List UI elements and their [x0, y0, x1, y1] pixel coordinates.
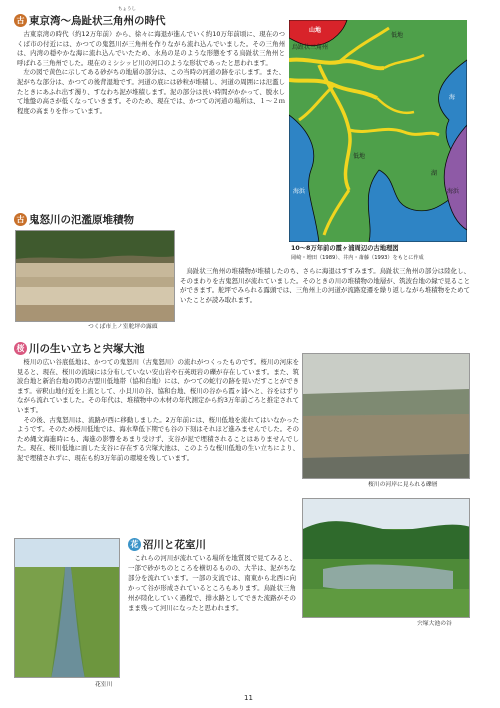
- gravel-layer-photo-svg: [303, 354, 470, 479]
- outcrop-photo: [15, 230, 175, 322]
- map-label-lowland-top: 低地: [391, 32, 404, 39]
- gravel-layer-photo: [302, 353, 470, 479]
- section2-body: 烏趾状三角州の堆積物が堆積したのち、さらに海退はすすみます。烏趾状三角州の部分は陸化し、そのまわりを古鬼怒川が流れていました。そのときの川の堆積物の地層が、筑波台地の縁で見ることができます。舵坪でみられる露頭では、三角州上の河道が流路変遷を繰り返しながら堆積物をためていたことが読み取れます。: [180, 267, 470, 304]
- outcrop-photo-svg: [16, 231, 175, 322]
- map-label-birdfoot: 烏趾状三角州: [292, 44, 329, 51]
- section1-body: 古東京湾の時代（約12万年前）から、徐々に海退が進んでいく約10万年前頃に、現在のつくば市の付近には、かつての鬼怒川が三角州を作りながら流れ込んでいました。その三角州は、内湾の穏やかな海に流れ込んでいたため、水鳥の足のような形態をする烏趾状三角州と呼ばれる三角州でした。現在のミシシッピ川の河口のような形状であったと思われます。 左の図で黄色に示してある砂がちの地層の部分は、この当時の河道の跡を示します。また、泥がちな部分は、かつての後背湿地です。河道の底には砂粒が堆積し、河道の周囲には氾濫したときにあふれ出す濁り、すなわち泥が堆積します。泥の部分は長い時間がかかって、脱水して地盤の高さが低くなっていきます。そのため、現在では、かつての河道の場所は、１～２ｍ程度の高まりを作っています。: [17, 30, 285, 115]
- gravel-layer-caption: 桜川の河岸に見られる礫層: [368, 482, 438, 488]
- outcrop-photo-caption: つくば市上ノ室舵坪の露頭: [88, 324, 158, 330]
- shishitsuka-pond-caption: 宍塚大池の谷: [417, 621, 452, 627]
- map-label-mountain: 山地: [309, 27, 322, 34]
- map-svg: [289, 20, 467, 242]
- map-label-beach-right: 海浜: [447, 188, 460, 195]
- map-caption-title: 10～8万年前の霞ヶ浦周辺の古地理図: [291, 245, 399, 252]
- page-number: 11: [244, 694, 253, 702]
- section4-heading: [128, 537, 206, 552]
- map-label-beach-left: 海浜: [293, 188, 306, 195]
- section2-heading: [14, 212, 134, 227]
- section3-title: 川の生い立ちと宍塚大池: [29, 343, 145, 355]
- section1-heading: [14, 13, 166, 28]
- section1-ruby: ちょうし: [118, 7, 136, 12]
- shishitsuka-pond-photo-svg: [303, 499, 470, 618]
- section4-title: 沼川と花室川: [143, 539, 206, 551]
- section4-body: これらの河川が流れている場所を地質図で見てみると、一部で砂がちのところを横切るものの、大半は、泥がちな部分を流れています。一部の支流では、南東から北西に向かって谷が形成されているところもあります。烏趾状三角州が陸化していく過程で、排水路としてできた流路がそのまま残って河川になったと思われます。: [128, 554, 296, 612]
- shishitsuka-pond-photo: [302, 498, 470, 618]
- hanamuro-river-photo-svg: [15, 539, 120, 678]
- section3-badge: 桜: [14, 342, 27, 355]
- map-caption-source: 岡崎・増田（1989）、井内・斎藤（1993）をもとに作成: [291, 255, 424, 261]
- section4-badge: 花: [128, 538, 141, 551]
- section2-title: 鬼怒川の氾濫原堆積物: [29, 214, 134, 226]
- section3-body: 桜川の広い谷底低地は、かつての鬼怒川（古鬼怒川）の流れがつくったものです。桜川の河床を見ると、現在、桜川の流域には分布していない安山岩や石英斑岩の礫が存在しています。また、筑波台地と新治台地の間の古盟川低地帯（協和台地）には、かつての蛇行の跡を見いだすことができます。帝釈山地付近を上流として、小貝川の谷、協和台地、桜川の谷から霞ヶ浦へと、谷をはずりながら流れていました。その年代は、堆積物中の木材の年代測定から約3万年前ごろと推定されています。 その後、古鬼怒川は、流路が西に移動しました。2万年前には、桜川低地を流れてはいなかったようです。そのため桜川低地では、海水準低下期でも谷の下刻はそれほど進みませんでした。そのため縄文海進時にも、海進の影響をあまり受けず、支谷が泥で埋積されることはありませんでした。現在、桜川低地に面した支谷に存在する宍塚大池は、このような桜川低地の生い立ちにより、泥で埋積されずに、現在も約3万年前の環境を残しています。: [17, 358, 299, 462]
- section2-badge: 古: [14, 213, 27, 226]
- section1-title: 東京湾～烏趾状三角州の時代: [29, 15, 166, 27]
- hanamuro-river-caption: 花室川: [95, 682, 113, 688]
- map-label-bay: 湖: [431, 170, 438, 177]
- map-label-sea: 海: [449, 94, 456, 101]
- hanamuro-river-photo: [14, 538, 120, 678]
- map-label-lowland-mid: 低地: [353, 153, 366, 160]
- section3-heading: [14, 341, 145, 356]
- section1-badge: 古: [14, 14, 27, 27]
- paleogeographic-map: [289, 20, 467, 242]
